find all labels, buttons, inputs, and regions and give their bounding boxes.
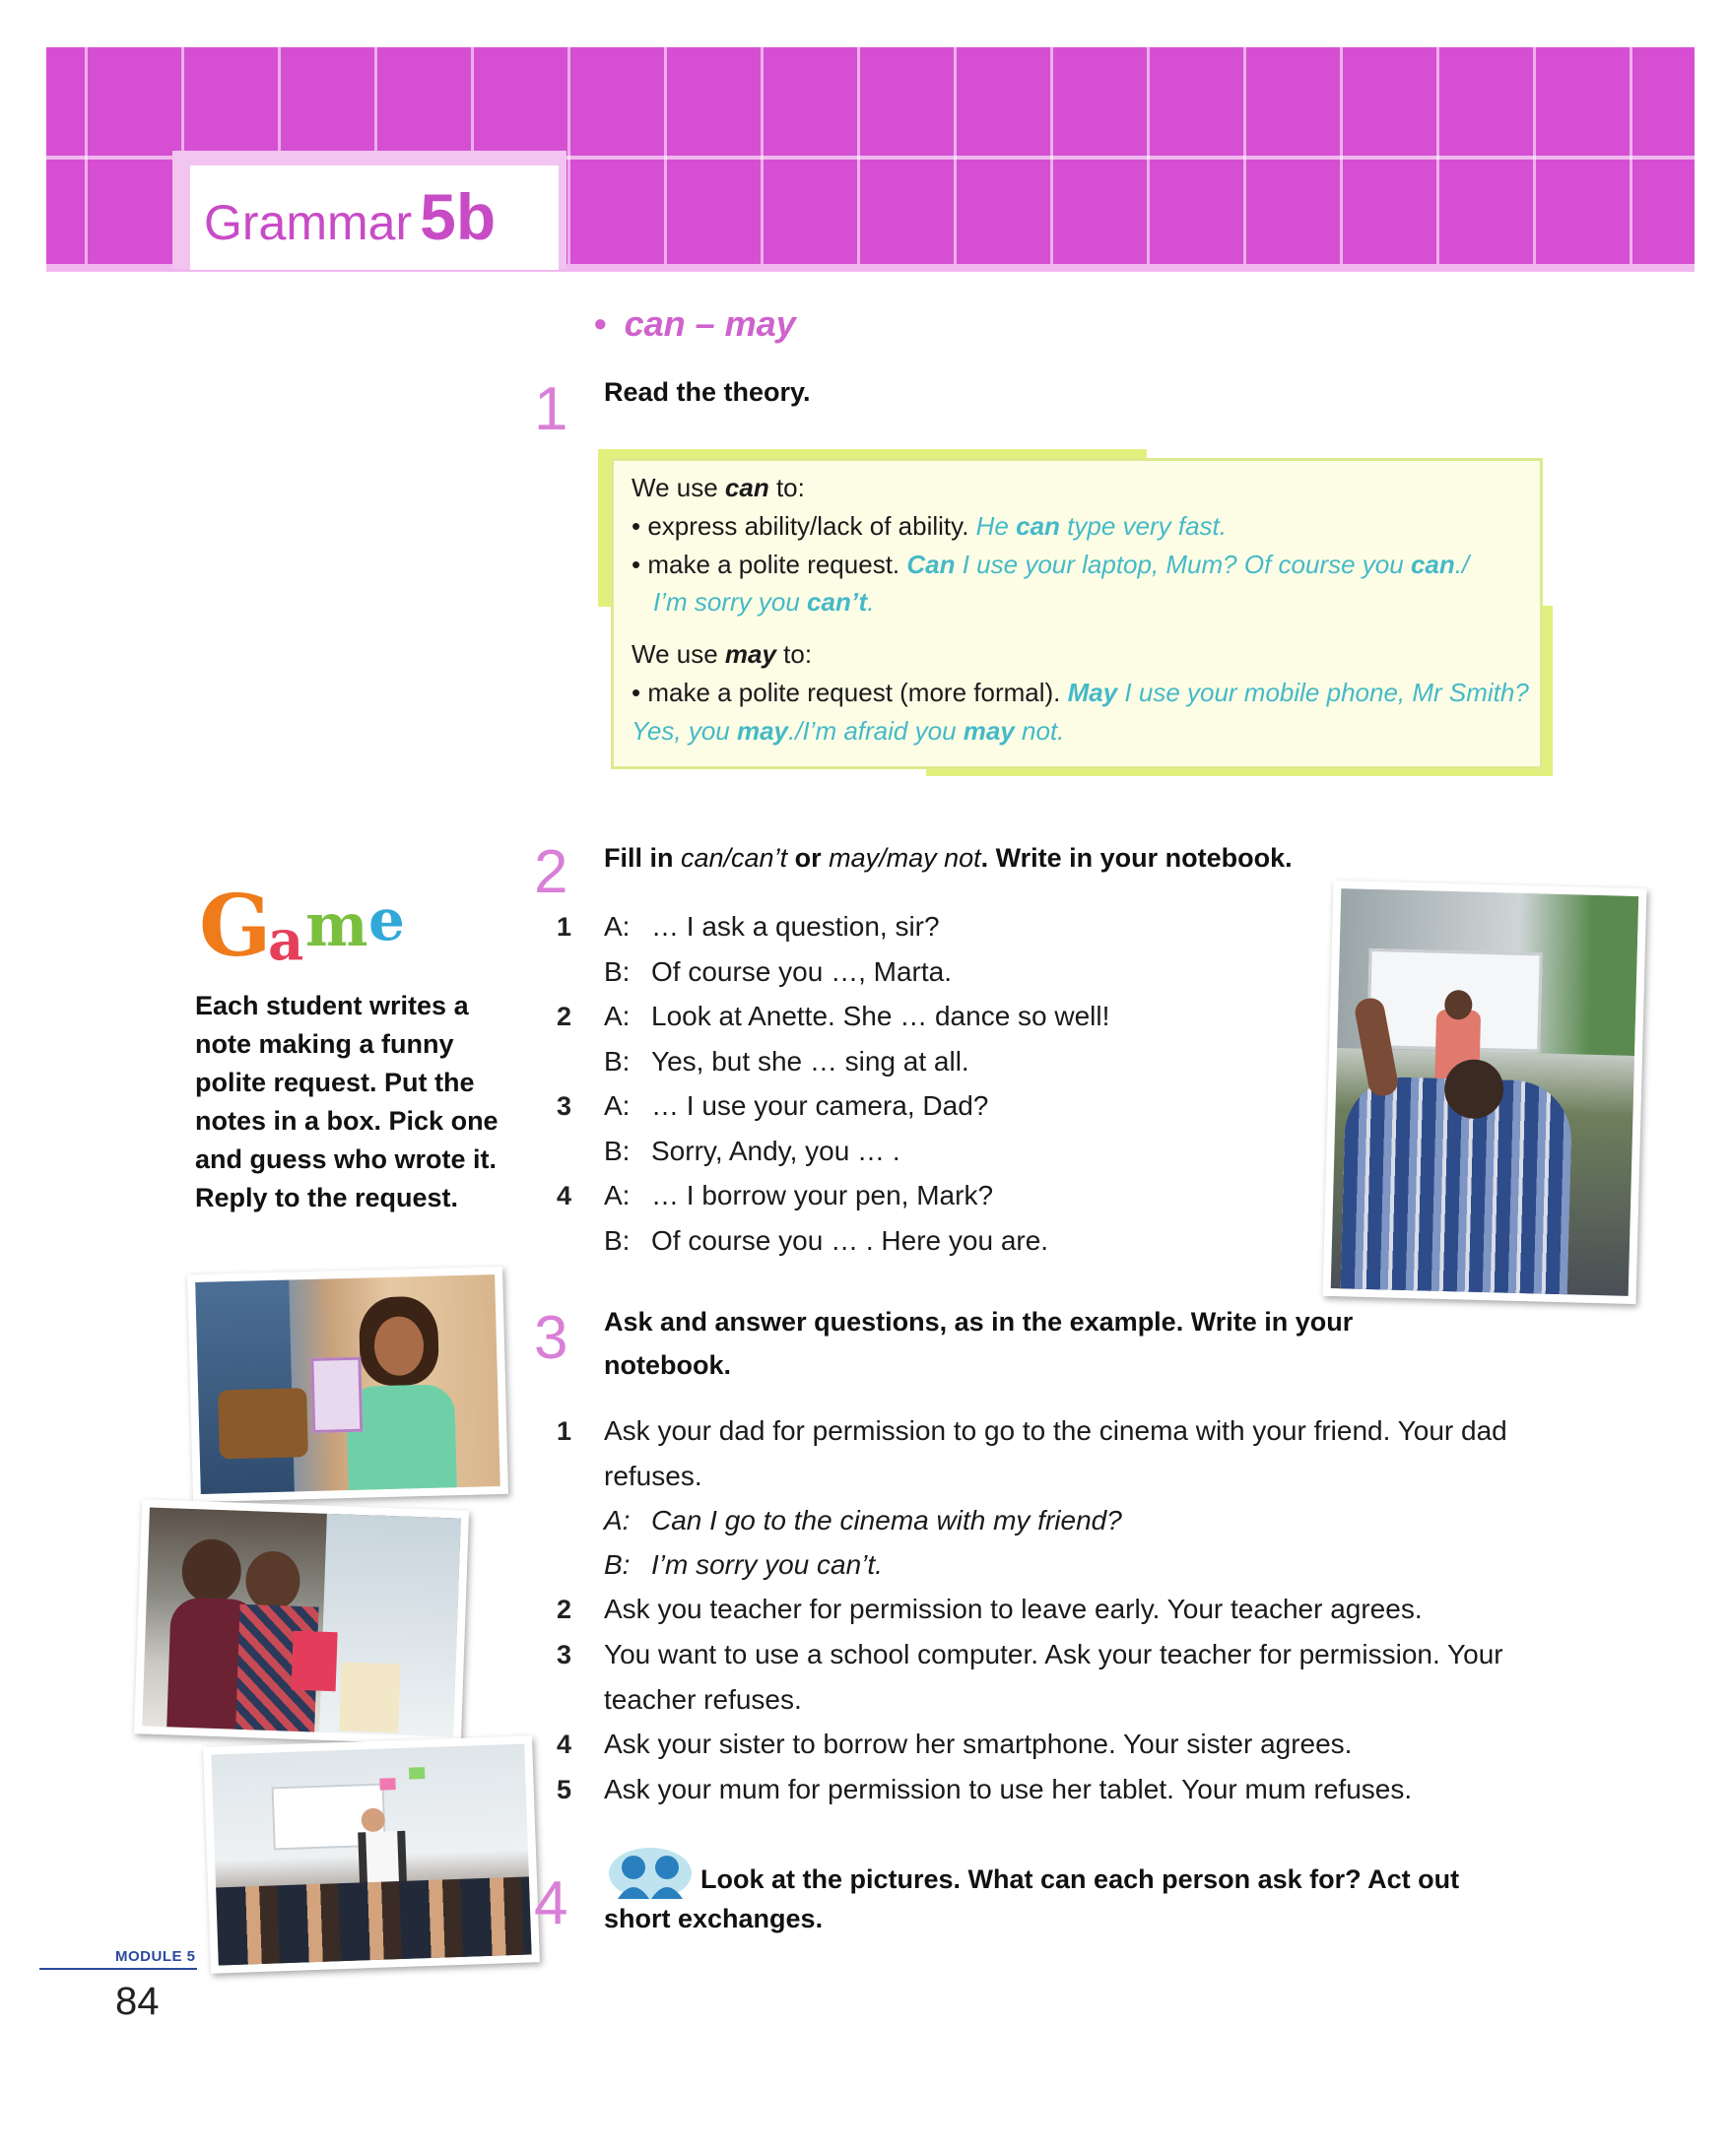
ex3-item-3: 3 You want to use a school computer. Ask your teacher for permission. Your <box>557 1639 1503 1669</box>
shopping-photo <box>134 1499 469 1744</box>
ex3-example-b: B: I’m sorry you can’t. <box>604 1549 883 1580</box>
can-point-request: • make a polite request. Can I use your laptop, Mum? Of course you can./ <box>632 550 1470 579</box>
dialogue-1: 1 A: … I ask a question, sir? B: Of course you …, Marta. <box>557 911 952 987</box>
may-intro: We use may to: <box>632 639 813 669</box>
game-logo-letter: a <box>268 908 304 973</box>
title-code: 5b <box>420 180 497 253</box>
game-logo <box>195 875 432 973</box>
exercise-3-items: 1 Ask your dad for permission to go to the cinema with your friend. Your dad refuses. A: Can I go to the cinema with my friend? B: I’m sorry you can’t. 2 Ask you teacher for permission to leave early. Your teacher agrees. 3 You want to use a school computer. Ask your teacher for permission. Your teacher refuses. 4 Ask your sister to borrow her smartphone. Your sister agrees. 5 Ask your mum for permission to use her tablet. Your mum refuses. <box>557 1408 1507 1812</box>
dialogue-line: … I borrow your pen, Mark? <box>651 1180 994 1210</box>
may-point-request: • make a polite request (more formal). May I use your mobile phone, Mr Smith? <box>632 678 1529 707</box>
can-point-request-cont: I’m sorry you can’t. <box>653 587 875 617</box>
module-label: MODULE 5 <box>115 1948 196 1965</box>
dialogue-line: Of course you … . Here you are. <box>651 1225 1049 1256</box>
game-logo-letter: m <box>305 891 368 960</box>
exercise-2-dialogues <box>557 904 1109 1263</box>
dialogue-4: 4 A: … I borrow your pen, Mark? B: Of course you … . Here you are. <box>557 1180 1049 1256</box>
dialogue-line: … I use your camera, Dad? <box>651 1090 989 1121</box>
theory-box <box>611 458 1543 769</box>
gift-photo <box>187 1267 508 1502</box>
exercise-number-4: 4 <box>534 1869 568 1937</box>
exercise-4-instruction: Look at the pictures. What can each person ask for? Act out short exchanges. <box>604 1864 1460 1933</box>
dialogue-line: Look at Anette. She … dance so well! <box>651 1001 1110 1031</box>
can-intro: We use can to: <box>632 473 805 502</box>
page-number: 84 <box>115 1980 160 2023</box>
page-title <box>204 179 496 254</box>
dialogue-3: 3 A: … I use your camera, Dad? B: Sorry, Andy, you … . <box>557 1090 989 1166</box>
dialogue-line: Of course you …, Marta. <box>651 956 952 987</box>
dialogue-line: … I ask a question, sir? <box>651 911 940 942</box>
dialogue-line: Sorry, Andy, you … . <box>651 1136 900 1166</box>
title-word: Grammar <box>204 195 413 250</box>
grammar-topic <box>594 303 796 345</box>
exercise-number-1: 1 <box>534 375 568 443</box>
may-point-request-cont: Yes, you may./I’m afraid you may not. <box>632 716 1065 746</box>
game-logo-letter: G <box>199 877 272 973</box>
ex3-item-4: 4 Ask your sister to borrow her smartphone. Your sister agrees. <box>557 1729 1353 1759</box>
game-logo-letter: e <box>368 886 405 953</box>
footer-divider <box>39 1968 197 1970</box>
exercise-2-instruction: Fill in can/can’t or may/may not. Write in your notebook. <box>604 843 1293 873</box>
exercise-1-instruction: Read the theory. <box>604 377 811 407</box>
dialogue-line: Yes, but she … sing at all. <box>651 1046 969 1077</box>
class-teacher-photo <box>203 1735 540 1974</box>
topic-text: can – may <box>624 303 796 344</box>
exercise-3-instruction: Ask and answer questions, as in the example. Write in your notebook. <box>604 1307 1354 1380</box>
dialogue-2: 2 A: Look at Anette. She … dance so well! B: Yes, but she … sing at all. <box>557 1001 1110 1077</box>
can-point-ability: • express ability/lack of ability. He can type very fast. <box>632 511 1228 541</box>
ex3-item-2: 2 Ask you teacher for permission to leave early. Your teacher agrees. <box>557 1594 1423 1624</box>
classroom-photo <box>1323 881 1647 1304</box>
bullet-icon: • <box>594 303 607 344</box>
exercise-number-2: 2 <box>534 838 568 906</box>
exercise-number-3: 3 <box>534 1304 568 1372</box>
ex3-item-1: 1 Ask your dad for permission to go to the cinema with your friend. Your dad <box>557 1415 1507 1446</box>
game-instructions: Each student writes a note making a funny polite request. Put the notes in a box. Pick one and guess who wrote it. Reply to the request. <box>195 991 499 1212</box>
ex3-item-5: 5 Ask your mum for permission to use her tablet. Your mum refuses. <box>557 1774 1413 1804</box>
ex3-example-a: A: Can I go to the cinema with my friend? <box>604 1505 1122 1535</box>
